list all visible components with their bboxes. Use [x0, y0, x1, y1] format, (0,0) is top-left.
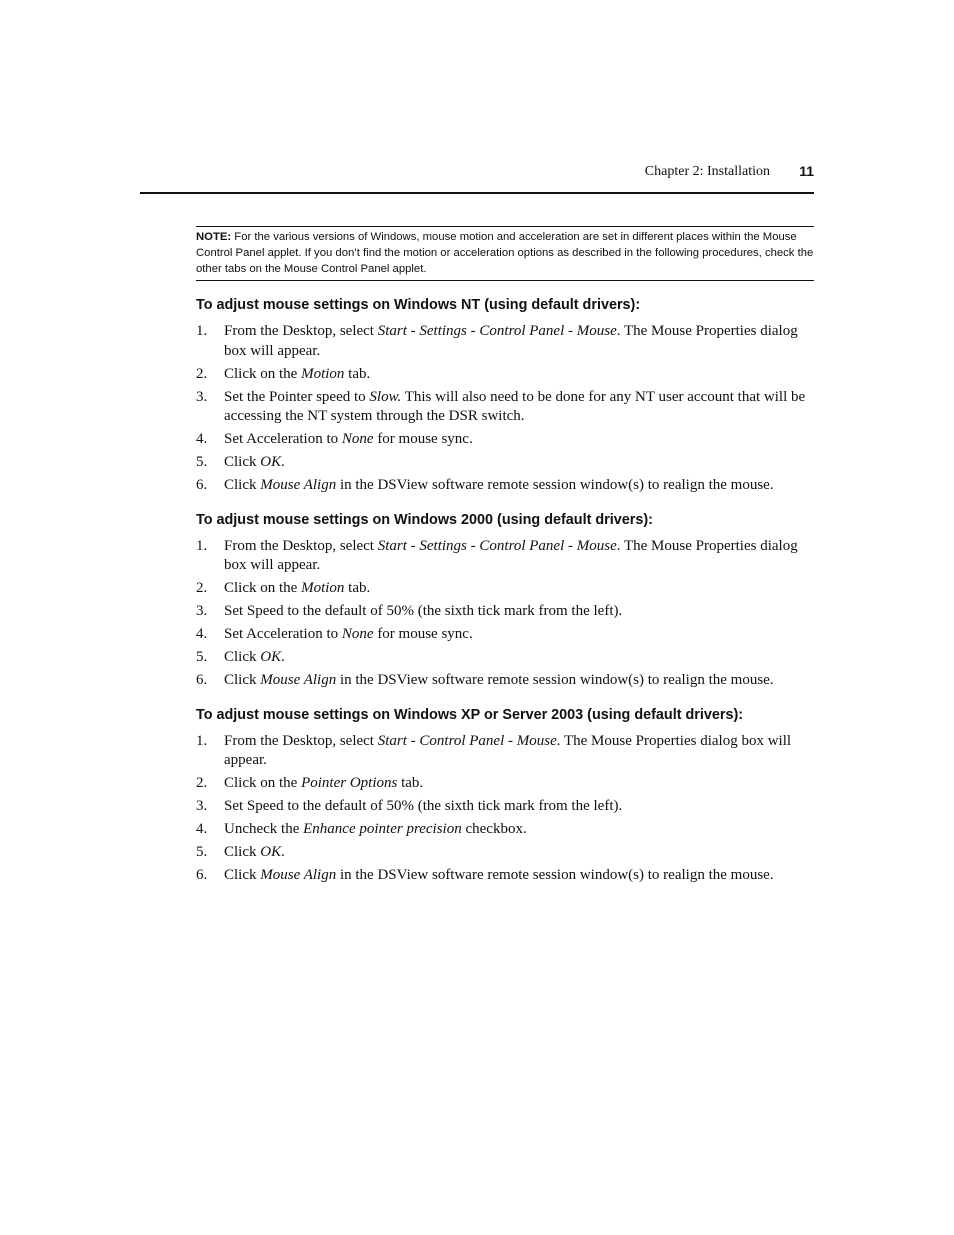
note-text: For the various versions of Windows, mouse motion and acceleration are set in different places within the Mouse Control Panel applet. If you don’t find the motion or acceleration options as described in the following procedures, check the other tabs on the Mouse Control Panel applet.: [196, 231, 814, 275]
page-content: [196, 226, 814, 889]
step-number: 3.: [196, 388, 208, 405]
step-text: Click on the: [224, 775, 302, 792]
step-emphasis: Slow.: [369, 388, 402, 405]
step-emphasis: Motion: [301, 365, 345, 382]
section-heading-2000: To adjust mouse settings on Windows 2000 (using default drivers):: [196, 511, 653, 528]
chapter-title: Chapter 2: Installation: [644, 164, 770, 179]
step-text: Set Speed to the default of 50% (the sixth tick mark from the left).: [224, 798, 623, 815]
list-item: [196, 866, 814, 886]
step-text: .: [281, 454, 285, 471]
step-text: for mouse sync.: [373, 431, 473, 448]
list-item: [196, 476, 814, 496]
step-number: 5.: [196, 454, 208, 471]
step-number: 5.: [196, 649, 208, 666]
step-number: 6.: [196, 867, 208, 884]
step-emphasis: Motion: [301, 580, 345, 597]
step-number: 3.: [196, 798, 208, 815]
step-number: 3.: [196, 603, 208, 620]
section-heading-nt: To adjust mouse settings on Windows NT (using default drivers):: [196, 297, 641, 314]
step-number: 1.: [196, 323, 208, 340]
step-text: for mouse sync.: [373, 626, 473, 643]
step-text: .: [281, 649, 285, 666]
step-text: Set Acceleration to: [224, 431, 342, 448]
step-emphasis: Start - Settings - Control Panel - Mouse: [377, 323, 617, 340]
list-item: [196, 648, 814, 668]
step-emphasis: None: [341, 626, 374, 643]
list-item: [196, 774, 814, 794]
step-emphasis: OK: [260, 844, 282, 861]
steps-list-nt: [196, 322, 814, 496]
step-text: Set the Pointer speed to: [224, 388, 370, 405]
step-emphasis: Mouse Align: [260, 477, 337, 494]
step-text: in the DSView software remote session window(s) to realign the mouse.: [336, 477, 774, 494]
step-text: . The Mouse Properties dialog box will appear.: [224, 537, 798, 574]
section-heading-xp: To adjust mouse settings on Windows XP or Server 2003 (using default drivers):: [196, 706, 744, 723]
step-emphasis: OK: [260, 454, 282, 471]
list-item: [196, 322, 814, 361]
step-text: This will also need to be done for any NT user account that will be accessing the NT system through the DSR switch.: [224, 388, 806, 425]
step-text: Uncheck the: [224, 821, 304, 838]
step-emphasis: OK: [260, 649, 282, 666]
step-emphasis: Mouse Align: [260, 867, 337, 884]
step-text: checkbox.: [461, 821, 527, 838]
steps-list-2000: [196, 537, 814, 691]
page-header: [140, 162, 814, 194]
step-text: tab.: [344, 580, 371, 597]
step-text: Click: [224, 477, 261, 494]
step-text: in the DSView software remote session window(s) to realign the mouse.: [336, 867, 774, 884]
list-item: [196, 820, 814, 840]
step-emphasis: Enhance pointer precision: [303, 821, 462, 838]
step-text: Click: [224, 672, 261, 689]
step-text: Click on the: [224, 365, 302, 382]
step-text: Click on the: [224, 580, 302, 597]
step-text: Click: [224, 844, 261, 861]
step-text: Set Speed to the default of 50% (the sixth tick mark from the left).: [224, 603, 623, 620]
list-item: [196, 602, 814, 622]
step-number: 6.: [196, 672, 208, 689]
step-number: 1.: [196, 537, 208, 554]
note-label: NOTE:: [196, 231, 232, 243]
step-number: 4.: [196, 821, 208, 838]
step-text: tab.: [344, 365, 371, 382]
step-number: 2.: [196, 775, 208, 792]
step-text: . The Mouse Properties dialog box will appear.: [224, 732, 792, 769]
step-number: 6.: [196, 477, 208, 494]
list-item: [196, 625, 814, 645]
step-text: From the Desktop, select: [224, 732, 378, 749]
step-number: 1.: [196, 732, 208, 749]
list-item: [196, 453, 814, 473]
step-number: 4.: [196, 626, 208, 643]
note-box: [196, 226, 814, 281]
list-item: [196, 365, 814, 385]
step-number: 5.: [196, 844, 208, 861]
steps-list-xp: [196, 732, 814, 886]
list-item: [196, 579, 814, 599]
step-emphasis: Mouse Align: [260, 672, 337, 689]
step-text: . The Mouse Properties dialog box will appear.: [224, 323, 798, 359]
step-text: Click: [224, 454, 261, 471]
step-text: Click: [224, 649, 261, 666]
step-text: From the Desktop, select: [224, 323, 378, 340]
step-text: From the Desktop, select: [224, 537, 378, 554]
step-text: tab.: [397, 775, 424, 792]
step-number: 4.: [196, 431, 208, 448]
list-item: [196, 732, 814, 771]
step-text: Click: [224, 867, 261, 884]
step-text: Set Acceleration to: [224, 626, 342, 643]
step-emphasis: Start - Settings - Control Panel - Mouse: [377, 537, 617, 554]
list-item: [196, 388, 814, 427]
list-item: [196, 843, 814, 863]
step-text: in the DSView software remote session window(s) to realign the mouse.: [336, 672, 774, 689]
step-emphasis: Pointer Options: [301, 775, 398, 792]
list-item: [196, 671, 814, 691]
list-item: [196, 430, 814, 450]
step-emphasis: Start - Control Panel - Mouse: [377, 732, 557, 749]
step-text: .: [281, 844, 285, 861]
step-number: 2.: [196, 580, 208, 597]
page-number: 11: [799, 163, 814, 179]
list-item: [196, 797, 814, 817]
step-number: 2.: [196, 365, 208, 382]
list-item: [196, 537, 814, 576]
step-emphasis: None: [341, 431, 374, 448]
